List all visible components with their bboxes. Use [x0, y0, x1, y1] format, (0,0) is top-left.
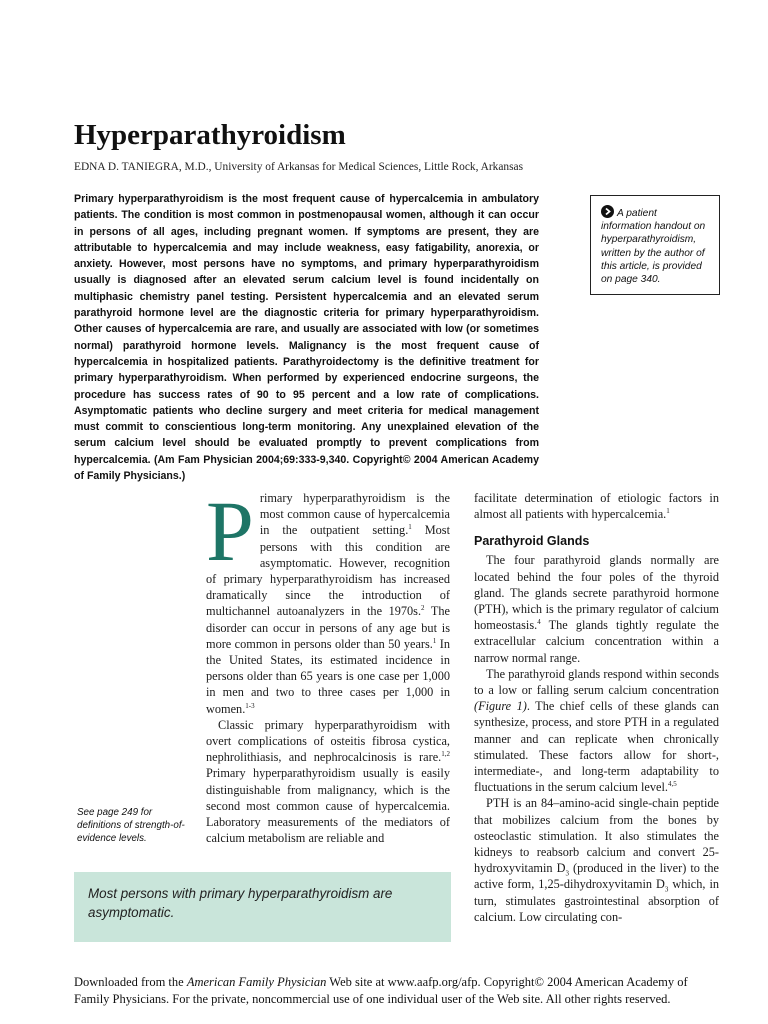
section-heading: Parathyroid Glands: [474, 534, 590, 549]
body-text: rimary hyperparathyroidism is the most common cause of hypercalcemia in the outpatient setting.: [259, 491, 450, 538]
body-column-right: [474, 490, 719, 925]
circle-arrow-icon: [601, 205, 614, 218]
body-text: The disorder can occur in persons of any age but is more common in persons older than 50 years.: [206, 604, 450, 651]
body-text: . The chief cells of these glands can synthesize, process, and store PTH in a regulated manner and can replicate when chronically stimulated. These factors allow for short-, intermediate-, and long-term adaptability to fluctuations in the serum calcium level.: [474, 699, 719, 795]
handout-text: A patient information handout on hyperparathyroidism, written by the author of this article, is provided on page 340.: [601, 208, 706, 286]
body-text: Most persons with this condition are asymptomatic. However, recognition of primary hyperparathyroidism has increased dramatically since the introduction of multichannel autoanalyzers in the 1970s.: [206, 523, 450, 619]
reference-marker[interactable]: 1,2: [441, 750, 450, 759]
body-text: The parathyroid glands respond within seconds to a low or falling serum calcium concentration: [474, 666, 719, 698]
drop-cap: P: [206, 483, 254, 579]
subscript: 3: [565, 869, 569, 878]
footer-text: Web site at www.aafp.org/afp. Copyright© 2004 American Academy of Family Physicians. For the private, noncommercial use of one individual user of the Web site. All other rights reserved.: [74, 975, 688, 1006]
evidence-sidenote: See page 249 for definitions of strength-of-evidence levels.: [77, 807, 185, 844]
pull-quote: Most persons with primary hyperparathyroidism are asymptomatic.: [74, 872, 451, 942]
reference-marker[interactable]: 1: [432, 636, 437, 645]
patient-handout-note: [590, 195, 720, 295]
body-text: PTH is an 84–amino-acid single-chain peptide that mobilizes calcium from the bones by osteoclastic stimulation. It also stimulates the kidneys to reabsorb calcium and convert 25-hydroxyvitamin D: [474, 796, 719, 876]
reference-marker[interactable]: 4,5: [667, 780, 677, 789]
body-text: The glands tightly regulate the extracellular calcium concentration within a narrow normal range.: [474, 618, 719, 665]
author-byline: EDNA D. TANIEGRA, M.D., University of Arkansas for Medical Sciences, Little Rock, Arkansas: [74, 161, 524, 173]
figure-reference[interactable]: (Figure 1): [474, 699, 527, 714]
body-text: The four parathyroid glands normally are located behind the four poles of the thyroid gland. The glands secrete parathyroid hormone (PTH), which is the primary regulator of calcium homeostasis.: [474, 553, 719, 633]
article-title: Hyperparathyroidism: [74, 119, 346, 151]
body-text: In the United States, its estimated incidence in persons older than 65 years is one case per 1,000 in men and two to three cases per 1,000 in women.: [206, 636, 450, 716]
reference-marker[interactable]: 2: [421, 604, 425, 613]
body-text: (produced in the liver) to the active form, 1,25-dihydroxyvitamin D: [474, 861, 719, 892]
reference-marker[interactable]: 4: [537, 618, 541, 627]
page-footer: [74, 974, 724, 1008]
body-column-left: [206, 483, 450, 846]
reference-marker[interactable]: 1-3: [245, 701, 255, 710]
reference-marker[interactable]: 1: [666, 507, 670, 516]
body-text: which, in turn, stimulates gastrointestinal absorption of calcium. Low circulating con-: [474, 877, 720, 924]
body-text: facilitate determination of etiologic factors in almost all patients with hypercalcemia.: [474, 491, 719, 522]
subscript: 3: [664, 885, 669, 894]
journal-name: American Family Physician: [186, 975, 327, 989]
footer-text: Downloaded from the: [74, 975, 187, 989]
abstract: Primary hyperparathyroidism is the most frequent cause of hypercalcemia in ambulatory patients. The condition is most common in postmenopausal women, although it can occur in persons of all ages, including pregnant women. If symptoms are present, they are attributable to hypercalcemia and may include weakness, easy fatigability, anorexia, or anxiety. However, most persons have no symptoms, and primary hyperparathyroidism usually is diagnosed after an elevated serum calcium level is found incidentally on multiphasic chemistry panel testing. Persistent hypercalcemia and an elevated serum parathyroid hormone level are the diagnostic criteria for primary hyperparathyroidism. Other causes of hypercalcemia are rare, and usually are associated with low (or sometimes normal) parathyroid hormone levels. Malignancy is the most frequent cause of hypercalcemia in hospitalized patients. Parathyroidectomy is the definitive treatment for primary hyperparathyroidism. When performed by experienced endocrine surgeons, the procedure has success rates of 90 to 95 percent and a low rate of complications. Asymptomatic patients who decline surgery and meet criteria for medical management must commit to conscientious long-term monitoring. Any unexplained elevation of the serum calcium level should be evaluated promptly to prevent complications from hypercalcemia. (Am Fam Physician 2004;69:333-9,340. Copyright© 2004 American Academy of Family Physicians.): [74, 193, 539, 483]
body-text: Primary hyperparathyroidism usually is easily distinguishable from malignancy, which is the second most common cause of hypercalcemia. Laboratory measurements of the mediators of calcium metabolism are reliable and: [206, 766, 450, 846]
body-text: Classic primary hyperparathyroidism with overt complications of osteitis fibrosa cystica, nephrolithiasis, and nephrocalcinosis is rare.: [206, 717, 450, 765]
reference-marker[interactable]: 1: [408, 523, 412, 532]
